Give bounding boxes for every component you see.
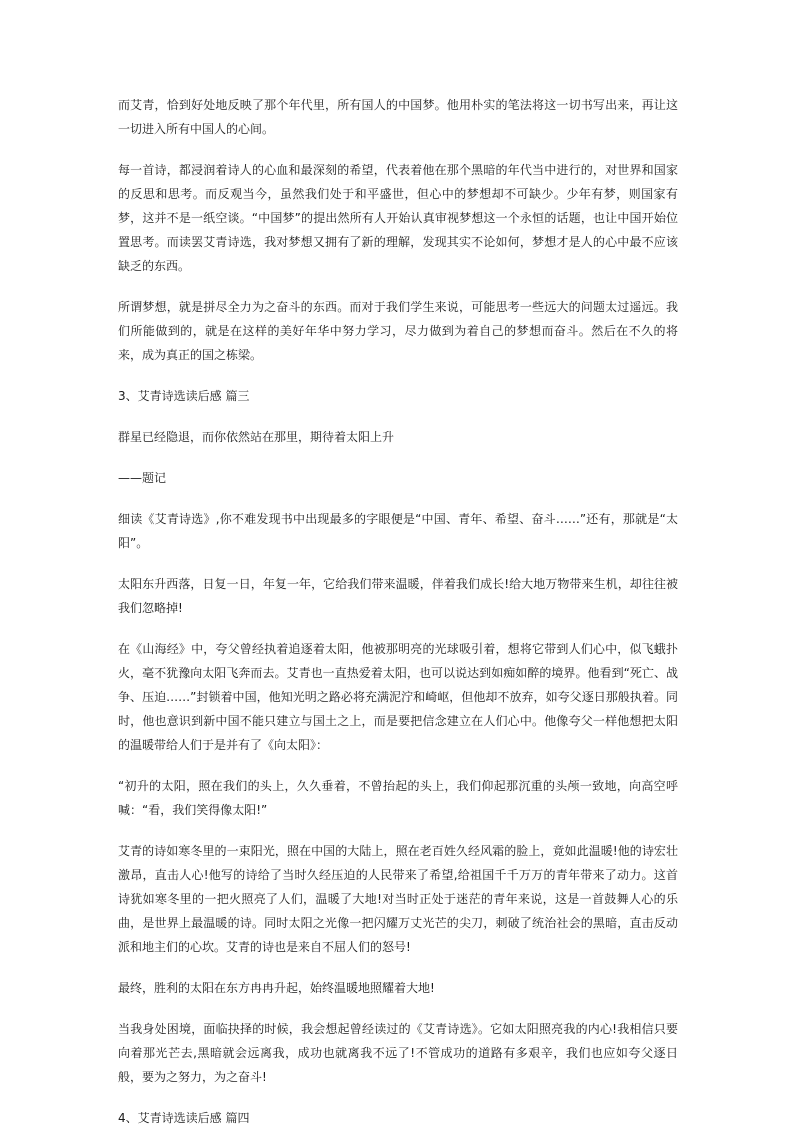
- paragraph-5: 太阳东升西落，日复一日，年复一年，它给我们带来温暖，伴着我们成长!给大地万物带来生机，却往往被我们忽略掉!: [118, 577, 678, 615]
- paragraph-gap: [118, 408, 678, 425]
- poem-quote: “初升的太阳，照在我们的头上，久久垂着，不曾抬起的头上，我们仰起那沉重的头颅一致地，向高空呼喊：“看，我们笑得像太阳!”: [118, 779, 678, 817]
- paragraph-gap: [118, 367, 678, 384]
- section-heading-4: 4、艾青诗选读后感 篇四: [118, 1111, 250, 1125]
- paragraph-8: 最终，胜利的太阳在东方冉冉升起，始终温暖地照耀着大地!: [118, 981, 435, 995]
- paragraph-gap: [118, 141, 678, 158]
- paragraph-gap: [118, 959, 678, 976]
- paragraph-gap: [118, 278, 678, 295]
- paragraph-9: 当我身处困境，面临抉择的时候，我会想起曾经读过的《艾青诗选》。它如太阳照亮我的内心!我相信只要向着那光芒去,黑暗就会远离我，成功也就离我不远了!不管成功的道路有多艰辛，我们也应如夸父逐日般，要为之努力，为之奋斗!: [118, 1022, 678, 1084]
- paragraph-3: 所谓梦想，就是拼尽全力为之奋斗的东西。而对于我们学生来说，可能思考一些远大的问题太过遥远。我们所能做到的，就是在这样的美好年华中努力学习，尽力做到为着自己的梦想而奋斗。然后在不久的将来，成为真正的国之栋梁。: [118, 300, 678, 362]
- paragraph-gap: [118, 555, 678, 572]
- paragraph-4: 细读《艾青诗选》,你不难发现书中出现最多的字眼便是“中国、青年、希望、奋斗……”还有，那就是“太阳”。: [118, 512, 678, 550]
- paragraph-gap: [118, 490, 678, 507]
- epigraph: 群星已经隐退，而你依然站在那里，期待着太阳上升: [118, 430, 395, 444]
- paragraph-gap: [118, 620, 678, 637]
- paragraph-6: 在《山海经》中，夸父曾经执着追逐着太阳，他被那明亮的光球吸引着，想将它带到人们心中，似飞蛾扑火，毫不犹豫向太阳飞奔而去。艾青也一直热爱着太阳，也可以说达到如痴如醉的境界。他看到“死亡、战争、压迫……”封锁着中国，他知光明之路必将充满泥泞和崎岖，但他却不放弃，如夸父逐日那般执着。同时，他也意识到新中国不能只建立与国土之上，而是要把信念建立在人们心中。他像夸父一样他想把太阳的温暖带给人们于是并有了《向太阳》：: [118, 642, 678, 752]
- paragraph-gap: [118, 1000, 678, 1017]
- paragraph-gap: [118, 449, 678, 466]
- paragraph-7: 艾青的诗如寒冬里的一束阳光，照在中国的大陆上，照在老百姓久经风霜的脸上，竟如此温暖!他的诗宏壮激昂，直击人心!他写的诗给了当时久经压迫的人民带来了希望,给祖国千千万万的青年带来了动力。这首诗犹如寒冬里的一把火照亮了人们，温暖了大地!对当时正处于迷茫的青年来说，这是一首鼓舞人心的乐曲，是世界上最温暖的诗。同时太阳之光像一把闪耀万丈光芒的尖刀，刺破了统治社会的黑暗，直击反动派和地主们的心坎。艾青的诗也是来自不屈人们的怒号!: [118, 844, 678, 954]
- paragraph-2: 每一首诗，都浸润着诗人的心血和最深刻的希望，代表着他在那个黑暗的年代当中进行的，对世界和国家的反思和思考。而反观当今，虽然我们处于和平盛世，但心中的梦想却不可缺少。少年有梦，则国家有梦，这并不是一纸空谈。“中国梦”的提出然所有人开始认真审视梦想这一个永恒的话题，也让中国开始位置思考。而读罢艾青诗选，我对梦想又拥有了新的理解，发现其实不论如何，梦想才是人的心中最不应该缺乏的东西。: [118, 163, 678, 273]
- epigraph-attribution: ——题记: [118, 471, 167, 485]
- document-page: [118, 93, 678, 1130]
- section-heading-3: 3、艾青诗选读后感 篇三: [118, 389, 250, 403]
- paragraph-gap: [118, 822, 678, 839]
- paragraph-gap: [118, 1089, 678, 1106]
- paragraph-1: 而艾青，恰到好处地反映了那个年代里，所有国人的中国梦。他用朴实的笔法将这一切书写出来，再让这一切进入所有中国人的心间。: [118, 98, 678, 136]
- paragraph-gap: [118, 757, 678, 774]
